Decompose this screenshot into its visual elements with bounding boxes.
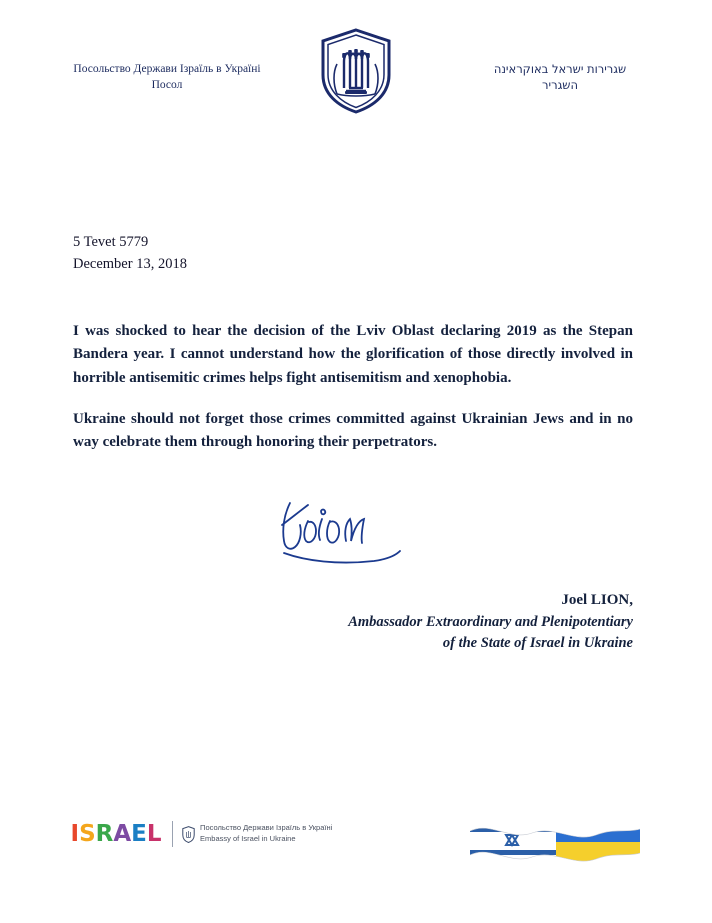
letterhead-hebrew-line1: שגרירות ישראל באוקראינה — [493, 62, 627, 76]
brand-letter-3: A — [113, 820, 131, 847]
date-block — [73, 232, 187, 276]
letter-paragraph-2: Ukraine should not forget those crimes committed against Ukrainian Jews and in no way celebrate them through honoring their perpetrators. — [73, 410, 633, 450]
brand-letter-4: E — [131, 820, 146, 847]
signatory-title-line2: of the State of Israel in Ukraine — [442, 634, 633, 651]
footer — [0, 813, 712, 875]
israel-ukraine-flags-icon — [470, 819, 640, 865]
letterhead — [0, 28, 712, 118]
brand-letter-5: L — [146, 820, 161, 847]
footer-text-english: Embassy of Israel in Ukraine — [200, 834, 296, 843]
signature-block — [213, 590, 633, 654]
israel-state-emblem-icon — [319, 28, 393, 114]
footer-divider — [172, 821, 173, 847]
date-gregorian: December 13, 2018 — [73, 255, 187, 272]
letterhead-hebrew-line2: השגריר — [542, 77, 578, 92]
brand-letter-2: R — [95, 820, 113, 847]
footer-brand — [70, 821, 332, 847]
footer-emblem-icon — [182, 826, 195, 843]
footer-embassy-text — [200, 823, 332, 845]
footer-text-ukrainian: Посольство Держави Ізраїль в Україні — [200, 823, 333, 833]
letter-body — [73, 320, 633, 472]
signatory-title-line1: Ambassador Extraordinary and Plenipotentiary — [348, 613, 633, 630]
letterhead-ukrainian-line1: Посольство Держави Ізраїль в Україні — [73, 63, 261, 75]
signatory-name: Joel LION, — [561, 592, 633, 608]
brand-letter-0: I — [70, 820, 79, 847]
date-hebrew: 5 Tevet 5779 — [73, 234, 149, 250]
letterhead-hebrew-text — [470, 62, 650, 93]
signature-area — [73, 495, 633, 665]
letterhead-ukrainian-line2: Посол — [151, 78, 183, 91]
handwritten-signature-icon — [278, 495, 478, 580]
letter-paragraph-1: I was shocked to hear the decision of the Lviv Oblast declaring 2019 as the Stepan Bandera year. I cannot understand how the glorification of those directly involved in horrible antisemitic crimes helps fight antisemitism and xenophobia. — [73, 323, 633, 386]
letterhead-ukrainian-text — [52, 62, 282, 93]
brand-letter-1: S — [79, 820, 95, 847]
israel-brand-logo — [70, 820, 161, 847]
